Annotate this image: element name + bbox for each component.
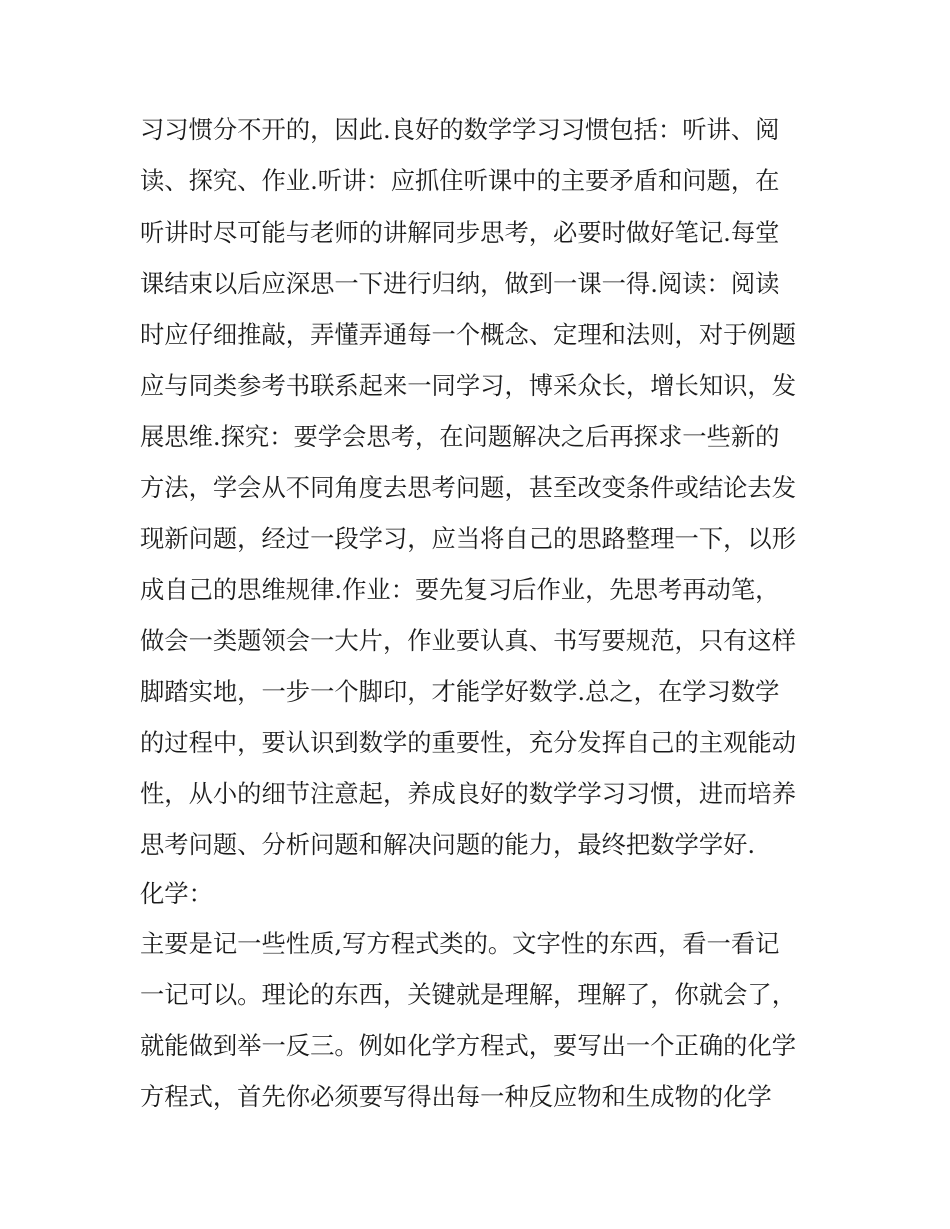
text-line: 成自己的思维规律.作业：要先复习后作业，先思考再动笔， [140, 575, 780, 604]
text-line: 做会一类题领会一大片，作业要认真、书写要规范，只有这样 [140, 626, 797, 655]
text-line: 应与同类参考书联系起来一同学习，博采众长，增长知识，发 [140, 371, 797, 400]
text-line: 一记可以。理论的东西，关键就是理解，理解了，你就会了， [140, 980, 797, 1009]
text-line: 课结束以后应深思一下进行归纳，做到一课一得.阅读：阅读 [140, 269, 780, 298]
text-line: 听讲时尽可能与老师的讲解同步思考，必要时做好笔记.每堂 [140, 218, 780, 247]
text-line: 现新问题，经过一段学习，应当将自己的思路整理一下，以形 [140, 524, 797, 553]
text-line: 习习惯分不开的，因此.良好的数学学习习惯包括：听讲、阅 [140, 115, 780, 144]
text-line: 时应仔细推敲，弄懂弄通每一个概念、定理和法则，对于例题 [140, 320, 797, 349]
text-line: 展思维.探究：要学会思考，在问题解决之后再探求一些新的 [140, 422, 780, 451]
text-line: 思考问题、分析问题和解决问题的能力，最终把数学学好. [140, 830, 756, 859]
text-line: 性，从小的细节注意起，养成良好的数学学习习惯，进而培养 [140, 779, 797, 808]
text-line: 的过程中，要认识到数学的重要性，充分发挥自己的主观能动 [140, 728, 797, 757]
text-line: 方程式，首先你必须要写得出每一种反应物和生成物的化学 [140, 1082, 772, 1111]
text-line: 方法，学会从不同角度去思考问题，甚至改变条件或结论去发 [140, 473, 797, 502]
section-heading: 化学： [140, 879, 213, 908]
text-line: 读、探究、作业.听讲：应抓住听课中的主要矛盾和问题，在 [140, 166, 780, 195]
text-line: 主要是记一些性质,写方程式类的。文字性的东西，看一看记 [140, 929, 780, 958]
text-line: 脚踏实地，一步一个脚印，才能学好数学.总之，在学习数学 [140, 677, 780, 706]
text-line: 就能做到举一反三。例如化学方程式，要写出一个正确的化学 [140, 1031, 797, 1060]
